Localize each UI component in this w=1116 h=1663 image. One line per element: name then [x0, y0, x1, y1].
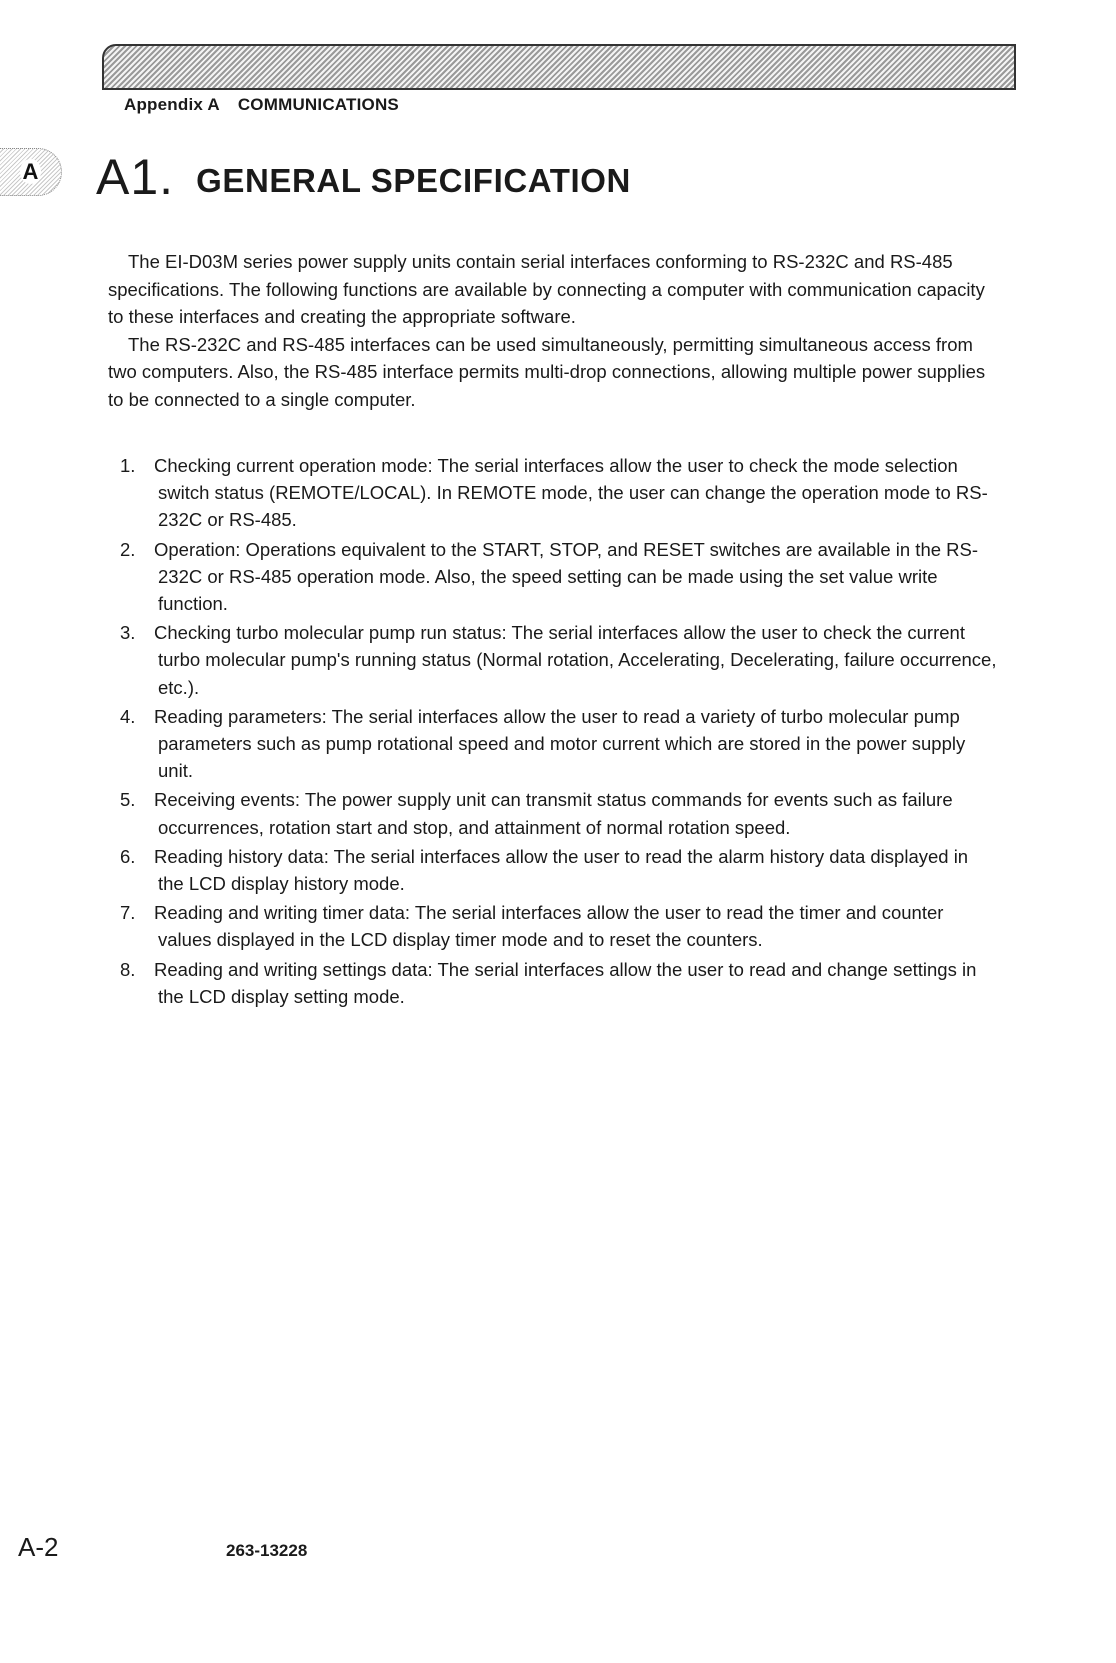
- list-item-number: 5.: [120, 789, 136, 811]
- appendix-label: Appendix A: [124, 95, 220, 114]
- chapter-label: COMMUNICATIONS: [237, 95, 399, 114]
- list-item-number: 6.: [120, 845, 136, 867]
- section-heading: [96, 148, 631, 206]
- list-item-number: 3.: [120, 622, 136, 644]
- header-decorative-bar: [102, 44, 1016, 90]
- list-item-number: 8.: [120, 958, 136, 980]
- intro-paragraph-1: The EI-D03M series power supply units contain serial interfaces conforming to RS-232C and RS-485 specifications. The following functions are available by connecting a computer with communication capacity to these interfaces and creating the appropriate software.: [108, 251, 985, 327]
- feature-list: [108, 452, 998, 1012]
- list-item-text: Reading parameters: The serial interfaces allow the user to read a variety of turbo molecular pump parameters such as pump rotational speed and motor current which are stored in the power supply unit.: [154, 705, 966, 782]
- list-item-number: 4.: [120, 705, 136, 727]
- list-item-text: Receiving events: The power supply unit can transmit status commands for events such as failure occurrences, rotation start and stop, and attainment of normal rotation speed.: [154, 789, 953, 838]
- document-number: 263-13228: [226, 1541, 308, 1560]
- intro-text: [108, 248, 998, 413]
- list-item-text: Reading and writing timer data: The serial interfaces allow the user to read the timer and counter values displayed in the LCD display timer mode and to reset the counters.: [154, 902, 944, 951]
- list-item-text: Checking turbo molecular pump run status: The serial interfaces allow the user to check the current turbo molecular pump's running status (Normal rotation, Accelerating, Decelerating, failure occurrence, etc.).: [154, 622, 997, 698]
- section-title: GENERAL SPECIFICATION: [196, 162, 631, 199]
- list-item: [108, 899, 998, 953]
- list-item: [108, 536, 998, 618]
- list-item-text: Checking current operation mode: The serial interfaces allow the user to check the mode selection switch status (REMOTE/LOCAL). In REMOTE mode, the user can change the operation mode to RS-232C or RS-485.: [154, 455, 988, 531]
- list-item-text: Reading history data: The serial interfaces allow the user to read the alarm history data displayed in the LCD display history mode.: [154, 845, 969, 895]
- list-item: [108, 786, 998, 840]
- list-item: [108, 452, 998, 534]
- list-item-text: Reading and writing settings data: The serial interfaces allow the user to read and change settings in the LCD display setting mode.: [154, 958, 977, 1007]
- list-item-number: 1.: [120, 455, 136, 476]
- page-number: A-2: [18, 1532, 59, 1562]
- list-item: [108, 703, 998, 785]
- list-item-text: Operation: Operations equivalent to the START, STOP, and RESET switches are available in the RS-232C or RS-485 operation mode. Also, the speed setting can be made using the set value write function.: [154, 538, 979, 615]
- list-item: [108, 956, 998, 1010]
- list-item-number: 7.: [120, 902, 136, 924]
- appendix-tab-marker: [0, 148, 62, 196]
- section-number: A1.: [96, 149, 175, 205]
- running-header: [124, 95, 399, 115]
- intro-paragraph-2: The RS-232C and RS-485 interfaces can be used simultaneously, permitting simultaneous access from two computers. Also, the RS-485 interface permits multi-drop connections, allowing multiple power supplies to be connected to a single computer.: [108, 333, 986, 410]
- list-item-number: 2.: [120, 538, 136, 560]
- list-item: [108, 843, 998, 897]
- tab-marker-letter: A: [20, 159, 42, 184]
- list-item: [108, 619, 998, 701]
